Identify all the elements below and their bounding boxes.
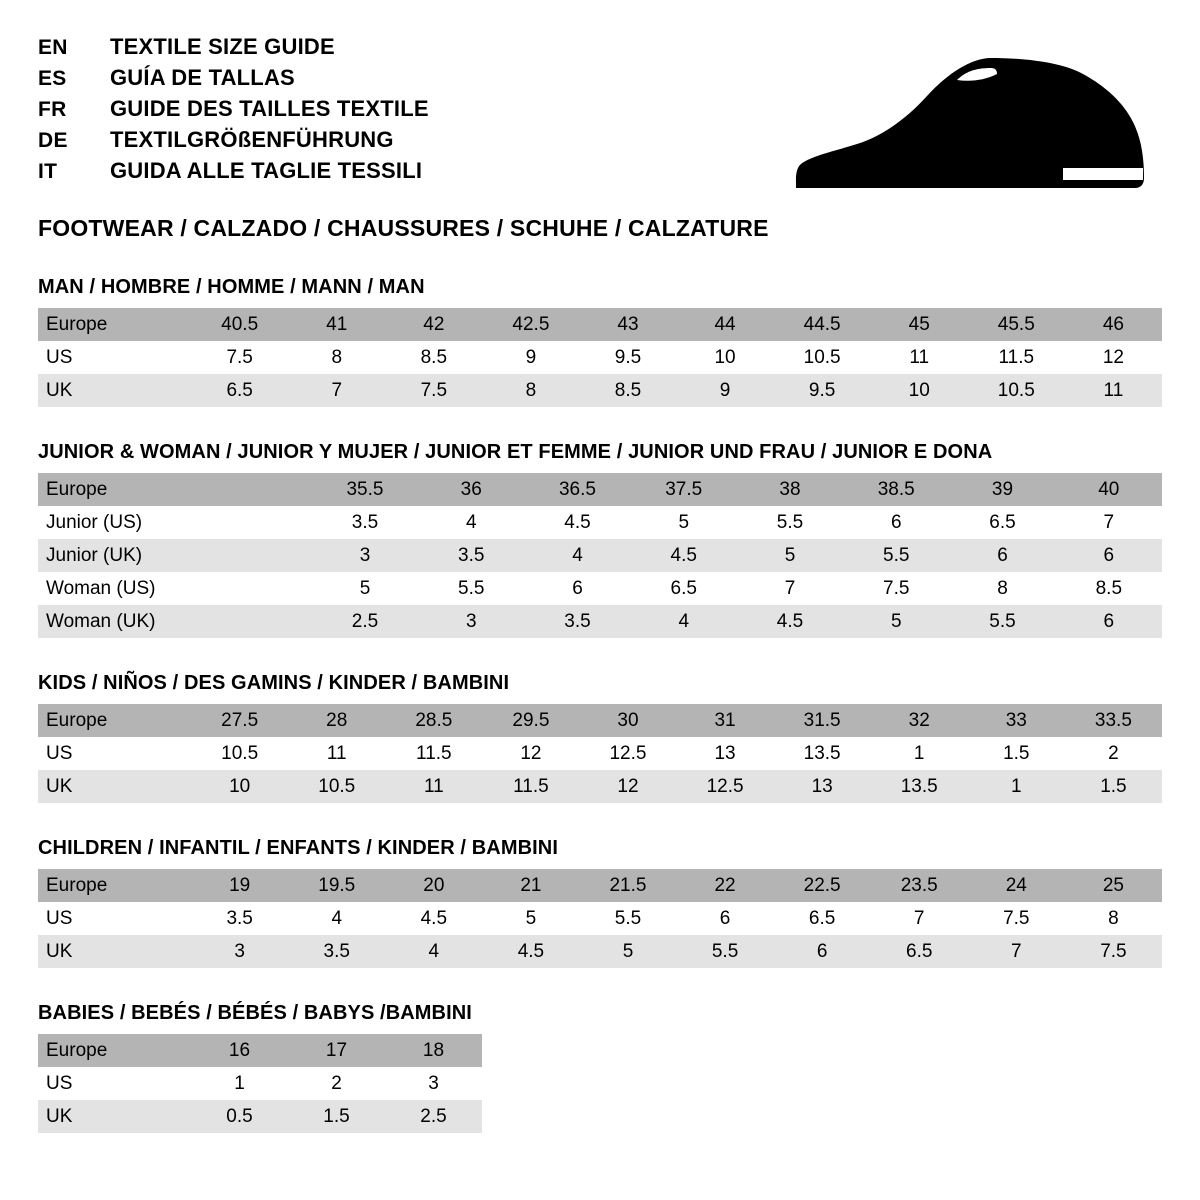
cell: 8.5 bbox=[385, 341, 482, 374]
section-children bbox=[38, 837, 1162, 968]
table-row bbox=[38, 374, 1162, 407]
cell: 7 bbox=[1056, 506, 1162, 539]
cell: 36 bbox=[418, 473, 524, 506]
cell: 11.5 bbox=[482, 770, 579, 803]
cell: 2.5 bbox=[312, 605, 418, 638]
cell: 19.5 bbox=[288, 869, 385, 902]
cell: 23.5 bbox=[871, 869, 968, 902]
cell: 4 bbox=[288, 902, 385, 935]
language-code: DE bbox=[38, 129, 68, 152]
cell: 16 bbox=[191, 1034, 288, 1067]
section-title: CHILDREN / INFANTIL / ENFANTS / KINDER / BAMBINI bbox=[38, 837, 558, 859]
cell: 10 bbox=[871, 374, 968, 407]
cell: 6.5 bbox=[949, 506, 1055, 539]
cell: 7.5 bbox=[385, 374, 482, 407]
cell: 1 bbox=[968, 770, 1065, 803]
cell: 18 bbox=[385, 1034, 482, 1067]
cell bbox=[206, 506, 312, 539]
cell: 0.5 bbox=[191, 1100, 288, 1133]
row-label: US bbox=[38, 902, 191, 935]
cell: 7 bbox=[968, 935, 1065, 968]
language-title: GUIDA ALLE TAGLIE TESSILI bbox=[110, 158, 423, 183]
cell: 24 bbox=[968, 869, 1065, 902]
cell: 10.5 bbox=[968, 374, 1065, 407]
cell: 8 bbox=[949, 572, 1055, 605]
cell: 41 bbox=[288, 308, 385, 341]
cell bbox=[206, 605, 312, 638]
cell: 11 bbox=[1065, 374, 1162, 407]
cell: 5 bbox=[579, 935, 676, 968]
cell: 10.5 bbox=[191, 737, 288, 770]
size-table-junior-woman bbox=[38, 473, 1162, 638]
cell: 17 bbox=[288, 1034, 385, 1067]
cell: 31.5 bbox=[774, 704, 871, 737]
cell: 6.5 bbox=[871, 935, 968, 968]
cell: 21 bbox=[482, 869, 579, 902]
row-label: UK bbox=[38, 1100, 191, 1133]
row-label: Europe bbox=[38, 869, 191, 902]
cell: 1 bbox=[871, 737, 968, 770]
cell: 9.5 bbox=[774, 374, 871, 407]
cell: 13 bbox=[677, 737, 774, 770]
cell: 5 bbox=[843, 605, 949, 638]
cell: 7 bbox=[737, 572, 843, 605]
table-row bbox=[38, 737, 1162, 770]
cell: 33 bbox=[968, 704, 1065, 737]
row-label: Europe bbox=[38, 1034, 191, 1067]
table-row bbox=[38, 605, 1162, 638]
cell: 45.5 bbox=[968, 308, 1065, 341]
cell: 43 bbox=[579, 308, 676, 341]
cell: 44.5 bbox=[774, 308, 871, 341]
size-table-man bbox=[38, 308, 1162, 407]
cell: 20 bbox=[385, 869, 482, 902]
row-label: US bbox=[38, 1067, 191, 1100]
cell: 21.5 bbox=[579, 869, 676, 902]
cell: 9.5 bbox=[579, 341, 676, 374]
table-row bbox=[38, 308, 1162, 341]
cell: 28 bbox=[288, 704, 385, 737]
cell: 44 bbox=[677, 308, 774, 341]
language-title: GUÍA DE TALLAS bbox=[110, 65, 295, 90]
cell: 22 bbox=[677, 869, 774, 902]
cell: 46 bbox=[1065, 308, 1162, 341]
language-code: EN bbox=[38, 36, 68, 59]
language-title: TEXTILGRÖßENFÜHRUNG bbox=[110, 127, 394, 152]
cell: 1.5 bbox=[288, 1100, 385, 1133]
row-label: UK bbox=[38, 770, 191, 803]
language-title: TEXTILE SIZE GUIDE bbox=[110, 34, 335, 59]
cell: 6 bbox=[1056, 539, 1162, 572]
cell: 33.5 bbox=[1065, 704, 1162, 737]
cell: 13.5 bbox=[871, 770, 968, 803]
cell: 10 bbox=[677, 341, 774, 374]
cell: 2 bbox=[1065, 737, 1162, 770]
row-label: US bbox=[38, 341, 191, 374]
table-row bbox=[38, 1034, 482, 1067]
table-row bbox=[38, 572, 1162, 605]
cell: 37.5 bbox=[631, 473, 737, 506]
section-junior-woman bbox=[38, 441, 1162, 638]
cell: 10 bbox=[191, 770, 288, 803]
category-title: FOOTWEAR / CALZADO / CHAUSSURES / SCHUHE / CALZATURE bbox=[38, 215, 769, 241]
cell: 38 bbox=[737, 473, 843, 506]
cell: 8 bbox=[288, 341, 385, 374]
cell: 11.5 bbox=[968, 341, 1065, 374]
cell: 13 bbox=[774, 770, 871, 803]
cell: 3.5 bbox=[288, 935, 385, 968]
cell: 5 bbox=[737, 539, 843, 572]
cell: 5 bbox=[631, 506, 737, 539]
cell: 4 bbox=[631, 605, 737, 638]
cell: 3 bbox=[385, 1067, 482, 1100]
cell: 5 bbox=[312, 572, 418, 605]
cell: 11 bbox=[871, 341, 968, 374]
cell: 6 bbox=[1056, 605, 1162, 638]
cell: 25 bbox=[1065, 869, 1162, 902]
cell: 5.5 bbox=[737, 506, 843, 539]
cell: 4.5 bbox=[482, 935, 579, 968]
cell: 7.5 bbox=[1065, 935, 1162, 968]
cell: 4.5 bbox=[385, 902, 482, 935]
cell: 4 bbox=[385, 935, 482, 968]
row-label: Woman (US) bbox=[38, 572, 206, 605]
section-title: BABIES / BEBÉS / BÉBÉS / BABYS /BAMBINI bbox=[38, 1002, 472, 1024]
size-table-kids bbox=[38, 704, 1162, 803]
cell bbox=[206, 572, 312, 605]
cell: 3 bbox=[191, 935, 288, 968]
cell: 12 bbox=[482, 737, 579, 770]
cell bbox=[206, 539, 312, 572]
dress-shoe-icon bbox=[795, 52, 1145, 192]
table-row bbox=[38, 506, 1162, 539]
cell: 42 bbox=[385, 308, 482, 341]
row-label: UK bbox=[38, 935, 191, 968]
cell: 5.5 bbox=[677, 935, 774, 968]
cell: 30 bbox=[579, 704, 676, 737]
cell: 4 bbox=[418, 506, 524, 539]
cell: 45 bbox=[871, 308, 968, 341]
table-row bbox=[38, 1067, 482, 1100]
cell: 32 bbox=[871, 704, 968, 737]
section-title: JUNIOR & WOMAN / JUNIOR Y MUJER / JUNIOR ET FEMME / JUNIOR UND FRAU / JUNIOR E DONA bbox=[38, 441, 993, 463]
cell: 10.5 bbox=[774, 341, 871, 374]
cell: 5.5 bbox=[843, 539, 949, 572]
cell: 3.5 bbox=[191, 902, 288, 935]
row-label: Europe bbox=[38, 308, 191, 341]
cell: 6.5 bbox=[631, 572, 737, 605]
cell bbox=[206, 473, 312, 506]
table-row bbox=[38, 1100, 482, 1133]
cell: 27.5 bbox=[191, 704, 288, 737]
section-kids bbox=[38, 672, 1162, 803]
cell: 38.5 bbox=[843, 473, 949, 506]
cell: 5.5 bbox=[949, 605, 1055, 638]
cell: 13.5 bbox=[774, 737, 871, 770]
cell: 12.5 bbox=[677, 770, 774, 803]
cell: 6.5 bbox=[774, 902, 871, 935]
table-row bbox=[38, 704, 1162, 737]
cell: 1 bbox=[191, 1067, 288, 1100]
table-row bbox=[38, 539, 1162, 572]
cell: 3 bbox=[418, 605, 524, 638]
cell: 22.5 bbox=[774, 869, 871, 902]
cell: 2.5 bbox=[385, 1100, 482, 1133]
row-label: UK bbox=[38, 374, 191, 407]
table-row bbox=[38, 935, 1162, 968]
language-code: ES bbox=[38, 67, 67, 90]
row-label: Europe bbox=[38, 704, 191, 737]
section-man bbox=[38, 276, 1162, 407]
cell: 6.5 bbox=[191, 374, 288, 407]
cell: 3.5 bbox=[312, 506, 418, 539]
cell: 5.5 bbox=[418, 572, 524, 605]
cell: 8 bbox=[482, 374, 579, 407]
cell: 35.5 bbox=[312, 473, 418, 506]
cell: 7.5 bbox=[191, 341, 288, 374]
cell: 8 bbox=[1065, 902, 1162, 935]
row-label: Woman (UK) bbox=[38, 605, 206, 638]
cell: 12 bbox=[1065, 341, 1162, 374]
cell: 29.5 bbox=[482, 704, 579, 737]
row-label: Junior (US) bbox=[38, 506, 206, 539]
language-code: FR bbox=[38, 98, 67, 121]
cell: 5 bbox=[482, 902, 579, 935]
cell: 28.5 bbox=[385, 704, 482, 737]
cell: 19 bbox=[191, 869, 288, 902]
cell: 36.5 bbox=[524, 473, 630, 506]
cell: 11 bbox=[288, 737, 385, 770]
cell: 9 bbox=[482, 341, 579, 374]
cell: 8.5 bbox=[1056, 572, 1162, 605]
cell: 12.5 bbox=[579, 737, 676, 770]
cell: 3.5 bbox=[524, 605, 630, 638]
language-title: GUIDE DES TAILLES TEXTILE bbox=[110, 96, 429, 121]
language-code: IT bbox=[38, 160, 58, 183]
cell: 6 bbox=[677, 902, 774, 935]
row-label: Junior (UK) bbox=[38, 539, 206, 572]
cell: 12 bbox=[579, 770, 676, 803]
cell: 7.5 bbox=[843, 572, 949, 605]
cell: 6 bbox=[949, 539, 1055, 572]
cell: 6 bbox=[774, 935, 871, 968]
cell: 6 bbox=[843, 506, 949, 539]
cell: 7.5 bbox=[968, 902, 1065, 935]
cell: 4.5 bbox=[737, 605, 843, 638]
cell: 4.5 bbox=[524, 506, 630, 539]
cell: 1.5 bbox=[1065, 770, 1162, 803]
cell: 7 bbox=[288, 374, 385, 407]
table-row bbox=[38, 341, 1162, 374]
cell: 11 bbox=[385, 770, 482, 803]
cell: 1.5 bbox=[968, 737, 1065, 770]
cell: 39 bbox=[949, 473, 1055, 506]
row-label: Europe bbox=[38, 473, 206, 506]
size-table-children bbox=[38, 869, 1162, 968]
table-row bbox=[38, 770, 1162, 803]
cell: 40 bbox=[1056, 473, 1162, 506]
cell: 2 bbox=[288, 1067, 385, 1100]
cell: 4 bbox=[524, 539, 630, 572]
cell: 42.5 bbox=[482, 308, 579, 341]
cell: 3 bbox=[312, 539, 418, 572]
section-title: MAN / HOMBRE / HOMME / MANN / MAN bbox=[38, 276, 425, 298]
cell: 11.5 bbox=[385, 737, 482, 770]
row-label: US bbox=[38, 737, 191, 770]
section-babies bbox=[38, 1002, 1162, 1133]
section-title: KIDS / NIÑOS / DES GAMINS / KINDER / BAMBINI bbox=[38, 672, 510, 694]
table-row bbox=[38, 473, 1162, 506]
cell: 9 bbox=[677, 374, 774, 407]
table-row bbox=[38, 902, 1162, 935]
cell: 8.5 bbox=[579, 374, 676, 407]
size-table-babies bbox=[38, 1034, 482, 1133]
cell: 40.5 bbox=[191, 308, 288, 341]
cell: 4.5 bbox=[631, 539, 737, 572]
table-row bbox=[38, 869, 1162, 902]
cell: 10.5 bbox=[288, 770, 385, 803]
cell: 6 bbox=[524, 572, 630, 605]
cell: 7 bbox=[871, 902, 968, 935]
cell: 31 bbox=[677, 704, 774, 737]
cell: 5.5 bbox=[579, 902, 676, 935]
cell: 3.5 bbox=[418, 539, 524, 572]
